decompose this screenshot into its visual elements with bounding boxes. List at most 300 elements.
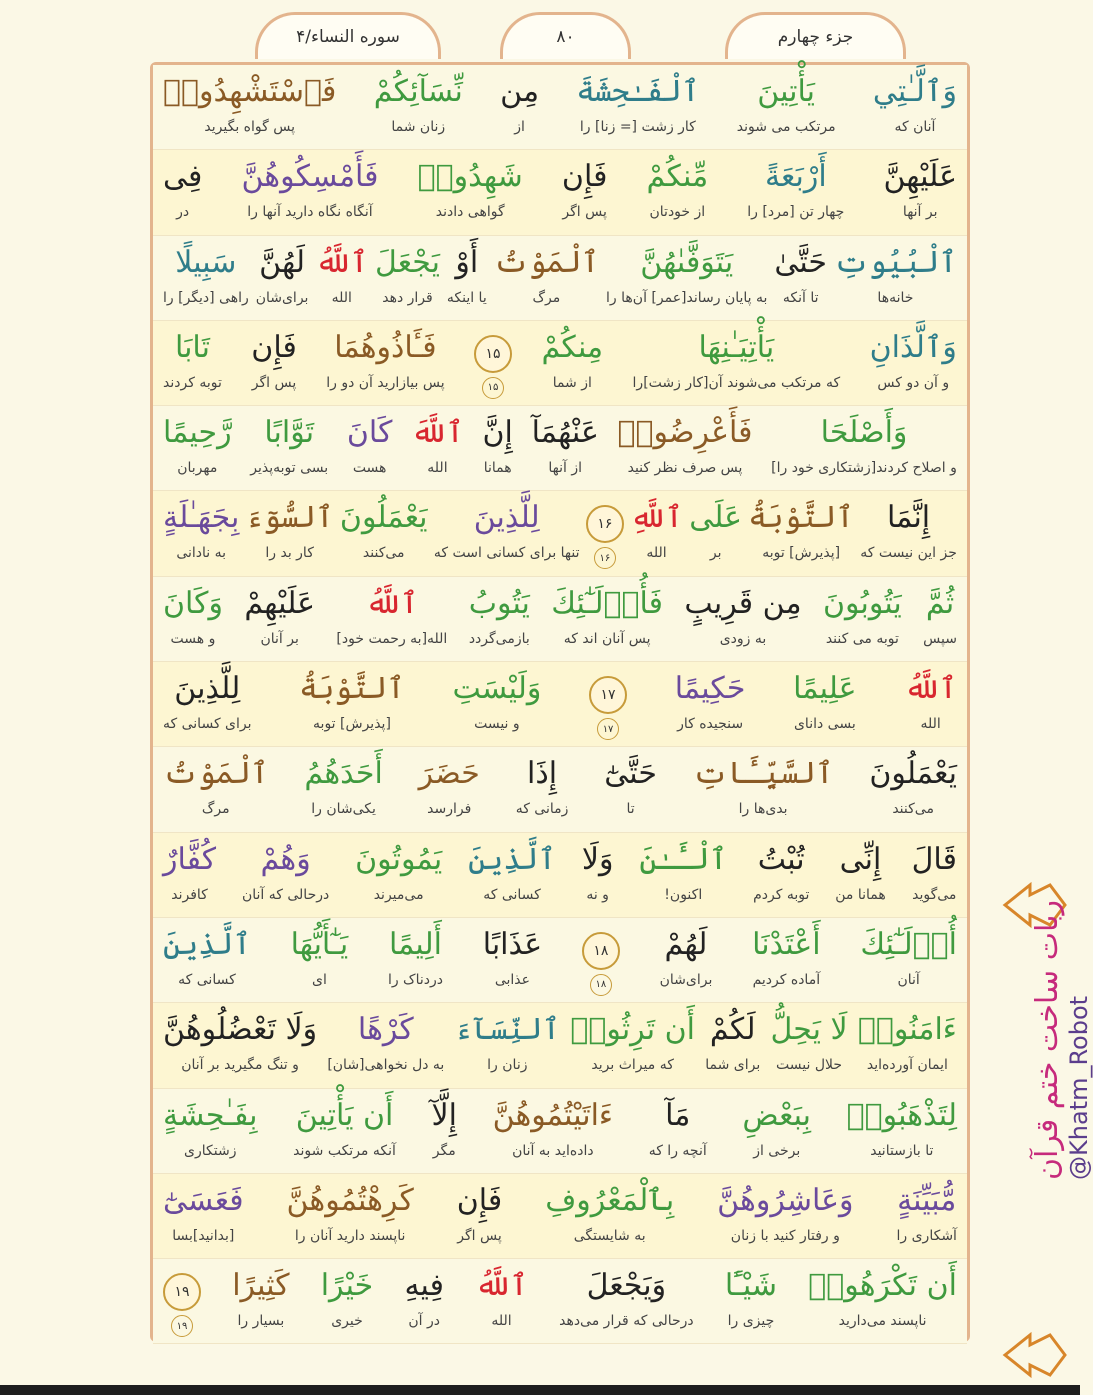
arabic-word: عَلِيمًا [793, 671, 857, 707]
arabic-word: فَإِن [561, 159, 608, 195]
arabic-word: ٱلْمَوْتُ [163, 756, 269, 792]
arabic-word: لَهُنَّ [259, 244, 305, 280]
persian-translation: دردناک را [387, 971, 443, 988]
arabic-word: أُو۟لَـٰٓئِكَ [860, 926, 957, 962]
word-cell [873, 65, 957, 149]
word-cell [823, 577, 902, 661]
arabic-word: ٱللَّهِ [630, 500, 683, 536]
persian-translation: و نیست [474, 716, 520, 733]
arabic-word: نِّسَآئِكُمْ [373, 74, 463, 109]
arabic-word: إِنَّمَا [886, 500, 931, 536]
arabic-word: فَعَسَىٰٓ [163, 1182, 244, 1218]
persian-translation: و نه [586, 886, 609, 903]
arabic-word: لَهُمْ [664, 926, 708, 962]
arabic-word: حَتَّىٰ [774, 244, 827, 280]
arabic-word: أَن يَأْتِينَ [295, 1097, 394, 1133]
word-cell [447, 236, 487, 320]
word-cell [411, 406, 464, 490]
verse-row-cells [163, 321, 957, 405]
word-cell [693, 747, 834, 831]
word-cell [163, 1174, 244, 1258]
verse-number-icon: ۱۷ [589, 676, 627, 714]
verse-row-cells [163, 918, 957, 1002]
arabic-word: وَهُمْ [260, 841, 311, 877]
word-cell [242, 833, 329, 917]
word-cell [897, 1174, 957, 1258]
arabic-word: ٱللَّهُ [315, 244, 369, 280]
arabic-word: عَلَى [689, 500, 743, 536]
verse-row [153, 491, 967, 576]
persian-translation: زمانی که [515, 801, 569, 818]
word-cell [562, 150, 608, 234]
juz-label: جزء چهارم [725, 12, 906, 59]
verse-row-cells [163, 1089, 957, 1173]
verse-row [153, 236, 967, 321]
word-cell [771, 1003, 848, 1087]
word-cell [336, 577, 447, 661]
word-cell [163, 236, 249, 320]
word-cell [606, 236, 767, 320]
arabic-word: وَلَا [581, 841, 614, 877]
arabic-word: مَآ [665, 1097, 691, 1133]
verse-number-icon: ۱۹ [163, 1273, 201, 1311]
word-cell [559, 1259, 694, 1343]
persian-translation: برای‌شان [659, 971, 713, 988]
persian-translation: الله [331, 289, 352, 306]
persian-translation: خیری [331, 1313, 363, 1330]
verse-row [153, 577, 967, 662]
word-cell [551, 577, 663, 661]
persian-translation: بازمی‌گردد [468, 630, 530, 647]
verse-row-cells [163, 65, 957, 149]
arabic-word: يَمُوتُونَ [355, 841, 443, 877]
word-cell [388, 918, 443, 1002]
word-cell [374, 65, 463, 149]
arabic-word: ءَاتَيْتُمُوهُنَّ [492, 1097, 614, 1133]
word-cell [163, 1089, 258, 1173]
arabic-word: عَنْهُمَآ [531, 415, 599, 451]
persian-translation: مرتکب می شوند [736, 119, 836, 135]
arabic-word: إِذَا [527, 756, 558, 792]
persian-translation: آنان [897, 971, 920, 988]
persian-translation: می‌کنند [892, 801, 934, 818]
word-cell [834, 236, 957, 320]
arabic-word: سَبِيلًا [175, 244, 237, 280]
arabic-word: ٱللَّهُ [475, 1268, 528, 1304]
verse-number-small-icon: ۱۷ [597, 718, 619, 740]
word-cell [774, 236, 827, 320]
persian-translation: هست [352, 460, 387, 477]
verse-row-cells [163, 491, 957, 575]
arabic-word: مِن [500, 74, 540, 109]
arabic-word: بِفَـٰحِشَةٍ [163, 1097, 258, 1133]
persian-translation: تنها برای کسانی است که [433, 545, 580, 562]
arabic-word: ٱلتَّوْبَةُ [299, 671, 405, 707]
persian-translation: خانه‌ها [877, 289, 914, 306]
arabic-word: لَكُمْ [709, 1012, 756, 1048]
verse-marker-cell [474, 321, 512, 405]
word-cell [675, 662, 746, 746]
persian-translation: به پایان رساند[عمر] آن‌ها را [606, 289, 768, 306]
arabic-word: حَتَّىٰٓ [604, 756, 657, 792]
arabic-word: فَٱسْتَشْهِدُوا۟ [163, 74, 337, 109]
arabic-word: ٱلنِّسَآءَ [454, 1012, 561, 1048]
arabic-word: أَحَدَهُمُ [304, 756, 383, 792]
word-cell [869, 747, 957, 831]
word-cell [251, 321, 297, 405]
persian-translation: می‌میرند [373, 886, 424, 903]
verse-row [153, 406, 967, 491]
arabic-word: كُفَّارٌ [163, 841, 217, 877]
persian-translation: الله[به رحمت خود] [336, 630, 448, 647]
persian-translation: برای شما [705, 1057, 761, 1074]
word-cell [500, 65, 539, 149]
word-cell [452, 662, 541, 746]
word-cell [163, 662, 252, 746]
persian-translation: و تنگ مگیرید بر آنان [181, 1057, 299, 1074]
word-cell [163, 747, 268, 831]
arabic-word: لِلَّذِينَ [174, 671, 241, 707]
arabic-word: ٱللَّهُ [365, 585, 419, 621]
word-cell [455, 1003, 560, 1087]
word-cell [287, 1174, 414, 1258]
arabic-word: يَعْمَلُونَ [339, 500, 428, 536]
arabic-word: وَٱلَّـٰتِي [872, 74, 957, 109]
arabic-word: وَيَجْعَلَ [586, 1268, 667, 1304]
word-cell [742, 1089, 811, 1173]
sidebar-title: ربات ساخت ختم قرآن [1030, 900, 1065, 1180]
arabic-word: إِلَّآ [431, 1097, 457, 1133]
persian-translation: می‌کنند [362, 545, 405, 562]
verse-marker-cell [589, 662, 627, 746]
arabic-word: ٱلسَّيِّـَٔاتِ [692, 756, 834, 792]
arabic-word: ٱلْمَوْتُ [493, 244, 600, 280]
persian-translation: عذابی [494, 971, 531, 988]
word-cell [163, 577, 223, 661]
word-cell [847, 1089, 957, 1173]
word-cell [291, 918, 349, 1002]
verse-row-cells [163, 1003, 957, 1087]
verse-row [153, 662, 967, 747]
verse-row [153, 918, 967, 1003]
persian-translation: راهی [دیگر] را [163, 289, 249, 306]
word-cell [630, 491, 683, 575]
persian-translation: آنکه مرتکب شوند [293, 1142, 396, 1159]
persian-translation: درحالی که آنان [241, 886, 330, 903]
arabic-word: يَتُوبُ [468, 585, 530, 621]
word-cell [860, 918, 957, 1002]
arabic-word: شَيْـًٔا [724, 1268, 778, 1304]
persian-translation: [پذیرش] توبه [313, 716, 391, 733]
persian-translation: ناپسند می‌دارید [838, 1313, 927, 1330]
persian-translation: تا آنکه [782, 289, 819, 306]
persian-translation: بدی‌ها را [738, 801, 788, 818]
verse-row-cells [163, 747, 957, 831]
persian-translation: زشتکاری [184, 1142, 237, 1159]
word-cell [355, 833, 442, 917]
persian-translation: آنان که [894, 119, 936, 135]
arabic-word: كَثِيرًا [232, 1268, 290, 1304]
word-cell [660, 918, 713, 1002]
word-cell [753, 833, 809, 917]
arabic-word: كَرِهْتُمُوهُنَّ [286, 1182, 414, 1218]
persian-translation: فرارسد [427, 801, 472, 818]
persian-translation: [پذیرش] توبه [762, 545, 841, 562]
persian-translation: از [514, 119, 525, 135]
word-cell [793, 662, 856, 746]
persian-translation: پس گواه بگیرید [204, 119, 295, 135]
arabic-word: بِبَعْضِ [742, 1097, 812, 1133]
word-cell [163, 406, 232, 490]
word-cell [717, 1174, 853, 1258]
persian-translation: می‌گوید [912, 886, 957, 903]
arabic-word: ٱلسُّوٓءَ [245, 500, 334, 536]
arabic-word: فَإِن [251, 329, 297, 365]
arabic-word: مِّنكُمْ [646, 159, 709, 195]
arabic-word: ٱلْفَـٰحِشَةَ [576, 74, 700, 109]
persian-translation: به زودی [719, 630, 767, 647]
persian-translation: پس صرف نظر کنید [627, 460, 743, 477]
persian-translation: مرگ [532, 289, 561, 306]
arabic-word: فَأَعْرِضُوا۟ [617, 415, 753, 451]
word-cell [858, 1003, 957, 1087]
arabic-word: وَكَانَ [163, 585, 223, 621]
arabic-word: أَن تَرِثُوا۟ [570, 1012, 695, 1048]
persian-translation: مرگ [201, 801, 230, 818]
persian-translation: یا اینکه [446, 289, 487, 306]
word-cell [163, 150, 202, 234]
persian-translation: درحالی که قرار می‌دهد [559, 1313, 694, 1330]
arabic-word: يَجْعَلَ [375, 244, 440, 280]
arabic-word: كَانَ [346, 415, 393, 451]
word-cell [516, 747, 569, 831]
arabic-word: وَعَاشِرُوهُنَّ [717, 1182, 854, 1218]
word-cell [705, 1003, 760, 1087]
verse-row-cells [163, 833, 957, 917]
persian-translation: توبه می کنند [825, 630, 899, 647]
verse-row [153, 1003, 967, 1088]
persian-translation: همانا من [835, 886, 886, 903]
persian-translation: همانا [483, 460, 512, 477]
verse-number-small-icon: ۱۵ [482, 377, 504, 399]
verse-marker-cell [163, 1259, 201, 1343]
arabic-word: مُّبَيِّنَةٍ [897, 1182, 957, 1218]
arabic-word: لِتَذْهَبُوا۟ [846, 1097, 957, 1133]
arabic-word: وَأَصْلَحَا [820, 415, 908, 451]
verse-number-small-icon: ۱۶ [594, 547, 616, 569]
arabic-word: فَإِن [456, 1182, 503, 1218]
word-cell [475, 1259, 528, 1343]
persian-translation: توبه کردم [753, 886, 810, 903]
arabic-word: يَأْتِيَـٰنِهَا [698, 329, 775, 365]
verse-row [153, 1089, 967, 1174]
arabic-word: ٱللَّهُ [904, 671, 957, 707]
persian-translation: از آنها [548, 460, 583, 477]
arabic-word: فِى [163, 159, 203, 195]
persian-translation: داده‌اید به آنان [512, 1142, 594, 1159]
persian-translation: برخی از [753, 1142, 801, 1159]
persian-translation: بر آنان [260, 630, 299, 647]
persian-translation: توبه کردند [163, 374, 222, 391]
word-cell [404, 1259, 443, 1343]
word-cell [418, 150, 523, 234]
verse-marker-cell [582, 918, 620, 1002]
persian-translation: زنان را [487, 1057, 528, 1074]
persian-translation: و آن دو کس [877, 374, 950, 391]
word-cell [419, 747, 480, 831]
persian-translation: مهربان [177, 460, 218, 477]
arabic-word: تَابَا [174, 329, 210, 365]
word-cell [923, 577, 957, 661]
persian-translation: زنان شما [391, 119, 446, 135]
persian-translation: [بدانید]بسا [172, 1227, 235, 1244]
arabic-word: ءَامَنُوا۟ [857, 1012, 957, 1048]
word-cell [304, 747, 382, 831]
word-cell [545, 1174, 674, 1258]
persian-translation: پس اگر [457, 1227, 502, 1244]
word-cell [649, 1089, 707, 1173]
persian-translation: چهار تن [مرد] را [747, 204, 845, 221]
persian-translation: برای‌شان [255, 289, 309, 306]
arabic-word: عَلَيْهِمْ [244, 585, 316, 621]
persian-translation: تا [626, 801, 635, 818]
persian-translation: کسانی که [483, 886, 541, 903]
verse-row-cells [163, 577, 957, 661]
persian-translation: که مرتکب می‌شوند آن[کار زشت]را [632, 374, 841, 391]
word-cell [639, 833, 727, 917]
persian-translation: و اصلاح کردند[زشتکاری خود را] [771, 460, 957, 477]
arabic-word: إِنَّ [482, 415, 513, 451]
persian-translation: که میراث برید [591, 1057, 674, 1074]
arabic-word: وَلَيْسَتِ [452, 671, 542, 707]
word-cell [250, 406, 328, 490]
persian-translation: پس اگر [562, 204, 607, 221]
persian-translation: ای [311, 971, 327, 988]
persian-translation: بسیار را [237, 1313, 285, 1330]
arabic-word: فَأُو۟لَـٰٓئِكَ [551, 585, 664, 621]
persian-translation: کار بد را [265, 545, 314, 562]
page-header [0, 0, 1080, 70]
word-cell [232, 1259, 289, 1343]
word-cell [725, 1259, 777, 1343]
arabic-word: أَرْبَعَةً [764, 159, 827, 195]
word-cell [494, 236, 599, 320]
word-cell [299, 662, 404, 746]
word-cell [347, 406, 392, 490]
persian-translation: سپس [923, 630, 957, 647]
arabic-word: كَرْهًا [357, 1012, 414, 1048]
word-cell [163, 833, 216, 917]
arabic-word: حَضَرَ [418, 756, 480, 792]
arabic-word: يَتَوَفَّىٰهُنَّ [640, 244, 734, 280]
bottom-bar [0, 1385, 1080, 1395]
word-cell [293, 1089, 396, 1173]
word-cell [747, 150, 844, 234]
arabic-word: مِن قَرِيبٍ [684, 585, 802, 621]
word-cell [163, 918, 251, 1002]
persian-translation: ایمان آورده‌اید [866, 1057, 948, 1074]
persian-translation: بسی دانای [793, 716, 856, 733]
verse-rows [153, 65, 967, 1344]
word-cell [883, 150, 957, 234]
word-cell [532, 406, 599, 490]
verse-row-cells [163, 1259, 957, 1343]
persian-translation: پس آنان اند که [563, 630, 651, 647]
persian-translation: اکنون! [664, 886, 703, 903]
persian-translation: بر آنها [902, 204, 938, 221]
word-cell [576, 65, 699, 149]
word-cell [570, 1003, 695, 1087]
word-cell [256, 236, 309, 320]
word-cell [432, 1089, 457, 1173]
word-cell [241, 150, 378, 234]
word-cell [321, 1259, 374, 1343]
persian-translation: الله [646, 545, 667, 562]
verse-row [153, 747, 967, 832]
arabic-word: إِنِّى [839, 841, 882, 877]
word-cell [771, 406, 957, 490]
arabic-word: أَلِيمًا [388, 926, 442, 962]
word-cell [483, 918, 542, 1002]
persian-translation: آنگاه نگاه دارید آنها را [247, 204, 373, 221]
arabic-word: بِجَهَـٰلَةٍ [163, 500, 240, 536]
persian-translation: مگر [432, 1142, 456, 1159]
arabic-word: يَأْتِينَ [757, 74, 816, 109]
arabic-word: ٱلْبُيُوتِ [833, 244, 957, 280]
arabic-word: خَيْرًا [320, 1268, 374, 1304]
arabic-word: يَتُوبُونَ [822, 585, 902, 621]
persian-translation: به شایستگی [573, 1227, 646, 1244]
persian-translation: ناپسند دارید آنان را [294, 1227, 406, 1244]
verse-row [153, 1174, 967, 1259]
persian-translation: در آن [408, 1313, 440, 1330]
arabic-word: شَهِدُوا۟ [417, 159, 523, 195]
arabic-word: أَن تَكْرَهُوا۟ [808, 1268, 957, 1304]
word-cell [326, 321, 444, 405]
arabic-word: عَلَيْهِنَّ [883, 159, 957, 195]
word-cell [315, 236, 368, 320]
persian-translation: پس اگر [251, 374, 297, 391]
persian-translation: آشکاری را [896, 1227, 957, 1244]
persian-translation: و رفتار کنید با زنان [730, 1227, 840, 1244]
arabic-word: أَعْتَدْنَا [752, 926, 821, 962]
verse-row [153, 65, 967, 150]
persian-translation: به نادانی [176, 545, 227, 562]
arabic-word: مِنكُمْ [541, 329, 604, 365]
verse-row [153, 150, 967, 235]
verse-number-icon: ۱۵ [474, 335, 512, 373]
word-cell [468, 833, 556, 917]
persian-translation: جز این نیست که [860, 545, 957, 562]
arabic-word: عَذَابًا [482, 926, 543, 962]
word-cell [748, 491, 853, 575]
persian-translation: الله [491, 1313, 512, 1330]
verse-row-cells [163, 1174, 957, 1258]
persian-translation: الله [920, 716, 941, 733]
verse-row-cells [163, 236, 957, 320]
surah-label: سوره النساء/۴ [255, 12, 441, 59]
arabic-word: يَعْمَلُونَ [869, 756, 957, 792]
word-cell [684, 577, 801, 661]
arabic-word: وَٱلَّذَانِ [869, 329, 957, 365]
verse-number-icon: ۱۶ [586, 505, 624, 543]
persian-translation: از خودتان [649, 204, 706, 221]
word-cell [752, 918, 821, 1002]
verse-row-cells [163, 150, 957, 234]
persian-translation: یکی‌شان را [311, 801, 376, 818]
persian-translation: به دل نخواهی[شان] [327, 1057, 445, 1074]
word-cell [912, 833, 957, 917]
